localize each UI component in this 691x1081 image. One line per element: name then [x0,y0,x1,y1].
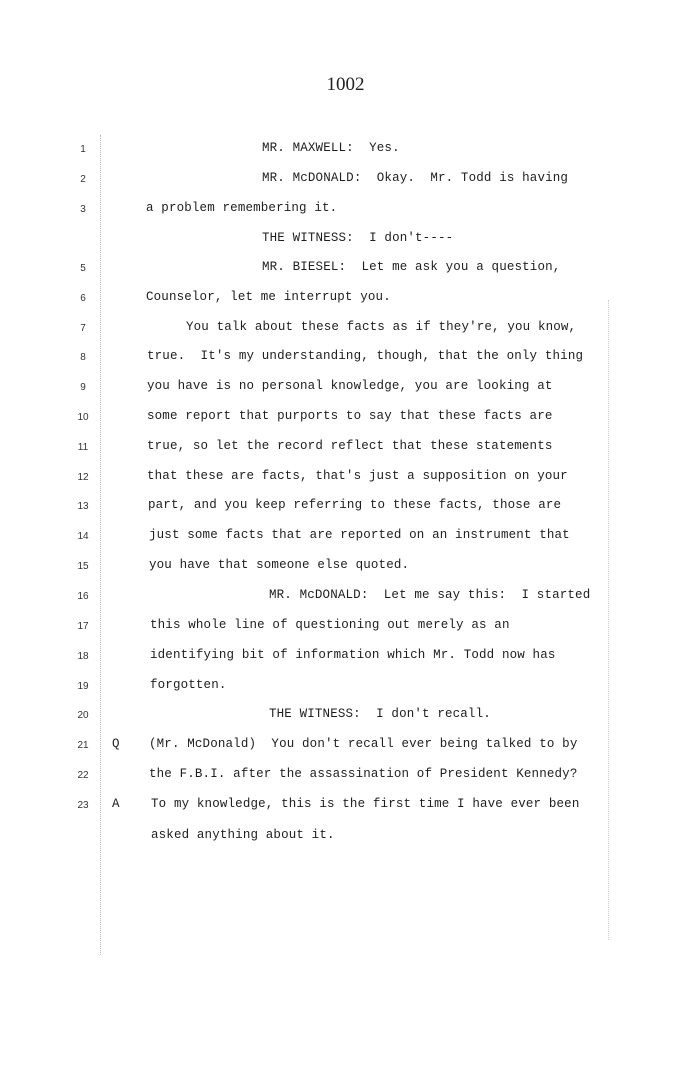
qa-marker: Q [112,737,120,751]
transcript-line [0,706,691,728]
line-text: a problem remembering it. [146,201,338,215]
line-text: you have is no personal knowledge, you are looking at [147,379,553,393]
line-number: 10 [77,412,89,423]
line-number: 1 [80,144,86,155]
transcript-line [0,319,691,341]
line-text: this whole line of questioning out merely as an [150,618,510,632]
line-text: asked anything about it. [151,828,335,842]
line-text: forgotten. [150,678,227,692]
line-number: 7 [80,323,86,334]
transcript-line [0,587,691,609]
line-number: 11 [77,442,89,453]
line-number: 20 [77,710,89,721]
line-text: that these are facts, that's just a supposition on your [147,469,568,483]
line-text: true. It's my understanding, though, that the only thing [147,349,584,363]
line-number: 5 [80,263,86,274]
line-number: 13 [77,501,89,512]
page-number: 1002 [326,74,365,95]
line-text: MR. McDONALD: Let me say this: I started [269,588,591,602]
line-text: identifying bit of information which Mr. Todd now has [150,648,556,662]
line-text: MR. BIESEL: Let me ask you a question, [262,260,561,274]
transcript-line [0,468,691,490]
transcript-line [0,557,691,579]
line-number: 16 [77,591,89,602]
transcript-line [0,796,691,818]
transcript-line [0,527,691,549]
line-number: 12 [77,472,89,483]
transcript-line [0,289,691,311]
line-number: 6 [80,293,86,304]
transcript-line [0,408,691,430]
transcript-line [0,677,691,699]
line-text: To my knowledge, this is the first time I have ever been [151,797,580,811]
line-text: Counselor, let me interrupt you. [146,290,391,304]
transcript-line [0,140,691,162]
line-text: You talk about these facts as if they're, you know, [186,320,577,334]
line-text: part, and you keep referring to these facts, those are [148,498,562,512]
line-number: 14 [77,531,89,542]
line-number: 3 [80,204,86,215]
line-text: MR. McDONALD: Okay. Mr. Todd is having [262,171,569,185]
transcript-line [0,200,691,222]
transcript-line [0,259,691,281]
line-number: 8 [80,352,86,363]
line-text: true, so let the record reflect that these statements [147,439,553,453]
transcript-line [0,766,691,788]
transcript-line [0,170,691,192]
line-number: 21 [77,740,89,751]
transcript-line [0,736,691,758]
line-number: 19 [77,681,89,692]
line-text: just some facts that are reported on an instrument that [149,528,570,542]
line-text: MR. MAXWELL: Yes. [262,141,400,155]
transcript-line [0,497,691,519]
transcript-line [0,647,691,669]
line-number: 9 [80,382,86,393]
transcript-line [0,378,691,400]
transcript-line [0,230,691,252]
line-number: 2 [80,174,86,185]
line-number: 15 [77,561,89,572]
line-number: 22 [77,770,89,781]
transcript-line [0,348,691,370]
line-text: you have that someone else quoted. [149,558,410,572]
transcript-line [0,438,691,460]
transcript-line [0,617,691,639]
line-text: THE WITNESS: I don't---- [262,231,454,245]
line-text: the F.B.I. after the assassination of President Kennedy? [149,767,578,781]
qa-marker: A [112,797,120,811]
line-text: some report that purports to say that these facts are [147,409,553,423]
line-number: 18 [77,651,89,662]
transcript-line [0,827,691,849]
line-number: 17 [77,621,89,632]
line-text: THE WITNESS: I don't recall. [269,707,491,721]
line-text: (Mr. McDonald) You don't recall ever being talked to by [149,737,578,751]
line-number: 23 [77,800,89,811]
